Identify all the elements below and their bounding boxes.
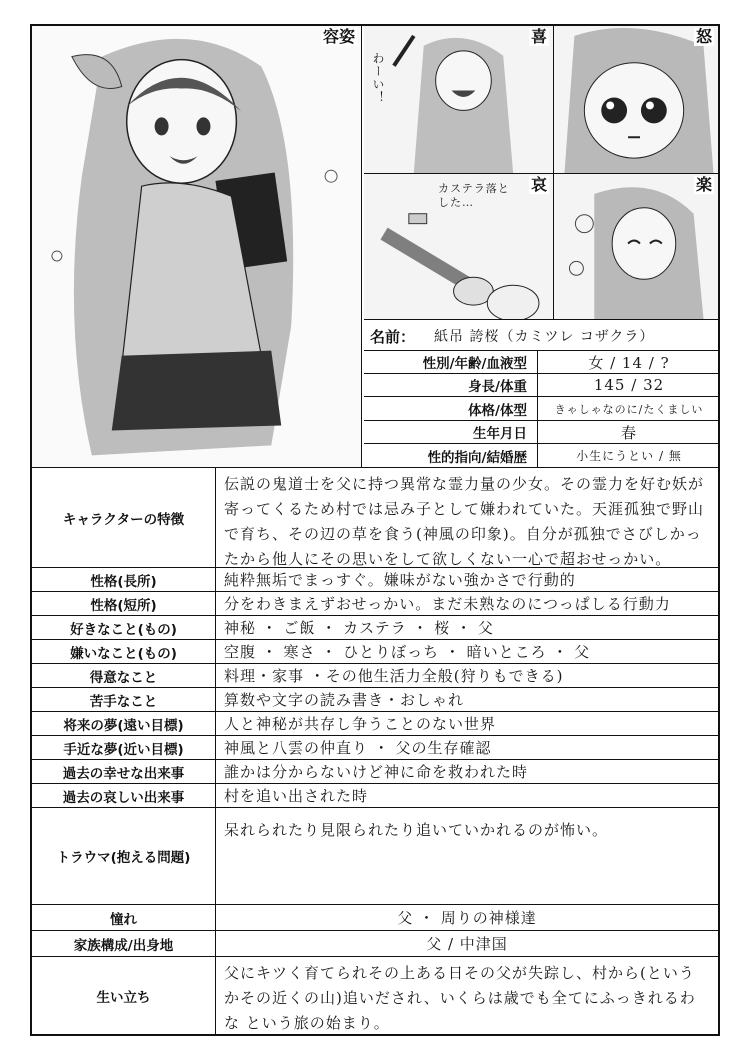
anger-illustration (554, 26, 718, 173)
profile-row-height-weight (364, 373, 718, 396)
table-row (32, 930, 718, 956)
row-label: 性格(長所) (32, 568, 216, 591)
fun-illustration (554, 174, 718, 319)
portrait-label: 容姿 (322, 27, 355, 46)
joy-label: 喜 (530, 27, 547, 46)
row-label: 生い立ち (32, 957, 216, 1034)
anger-label: 怒 (695, 27, 712, 46)
row-value: 呆れられたり見限られたり追いていかれるのが怖い。 (224, 821, 609, 839)
fun-panel (554, 174, 718, 320)
portrait-panel (32, 26, 362, 467)
profile-label: 性別/年齢/血液型 (364, 351, 538, 373)
profile-value: 女 / 14 / ? (588, 353, 670, 372)
sorrow-bubble: カステラ落とした… (438, 182, 510, 209)
row-value: 誰かは分からないけど神に命を救われた時 (224, 763, 529, 781)
table-row (32, 615, 718, 639)
profile-value: 145 / 32 (593, 376, 665, 394)
sorrow-label: 哀 (530, 175, 547, 194)
row-label: 憧れ (32, 905, 216, 930)
name-value: 紙吊 誇桜（カミツレ コザクラ） (434, 329, 655, 345)
table-row (32, 687, 718, 711)
table-row (32, 904, 718, 930)
row-label: 将来の夢(遠い目標) (32, 712, 216, 735)
row-label: 過去の幸せな出来事 (32, 760, 216, 783)
name-label: 名前： (370, 328, 416, 346)
table-row (32, 783, 718, 807)
profile-label: 生年月日 (364, 421, 538, 443)
row-value: 村を追い出された時 (224, 787, 369, 805)
profile-row-birthday (364, 420, 718, 443)
row-label: トラウマ(抱える問題) (32, 808, 216, 904)
row-value: 伝説の鬼道士を父に持つ異常な霊力量の少女。その霊力を好む妖が寄ってくるため村では忌み子として嫌われていた。天涯孤独で野山で育ち、その辺の草を食う(神風の印象)。自分が孤独でさびしかったから他人にその思いをして欲しくない一心で超おせっかい。 (224, 475, 705, 568)
profile-value: 小生にうとい / 無 (576, 449, 682, 463)
table-row (32, 956, 718, 1034)
row-value: 空腹 ・ 寒さ ・ ひとりぼっち ・ 暗いところ ・ 父 (224, 643, 591, 661)
row-value: 分をわきまえずおせっかい。まだ未熟なのにつっぱしる行動力 (224, 595, 671, 613)
joy-bubble: わーい！ (371, 52, 385, 104)
row-value: 父にキツく育てられその上ある日その父が失踪し、村から(というかその近くの山)追いだされ、いくらは歳でも全てにふっきれるわな という旅の始まり。 (224, 964, 696, 1032)
fun-label: 楽 (695, 175, 712, 194)
row-label: 好きなこと(もの) (32, 616, 216, 639)
row-value: 神風と八雲の仲直り ・ 父の生存確認 (224, 739, 492, 757)
row-value: 純粋無垢でまっすぐ。嫌味がない強かさで行動的 (224, 571, 576, 589)
profile-label: 身長/体重 (364, 374, 538, 396)
profile-label: 性的指向/結婚歴 (364, 444, 538, 467)
table-row (32, 807, 718, 904)
row-value: 人と神秘が共存し争うことのない世界 (224, 715, 497, 733)
row-value: 算数や文字の読み書き・おしゃれ (224, 691, 465, 709)
table-row (32, 639, 718, 663)
profile-label: 体格/体型 (364, 397, 538, 420)
profile-value: 春 (620, 423, 637, 442)
table-row (32, 711, 718, 735)
row-value: 料理・家事 ・その他生活力全般(狩りもできる) (224, 667, 564, 685)
anger-panel (554, 26, 718, 174)
profile-value: きゃしゃなのに/たくましい (554, 402, 704, 416)
row-value: 父 ・ 周りの神様達 (397, 909, 537, 927)
table-row (32, 759, 718, 783)
row-label: 家族構成/出身地 (32, 931, 216, 956)
name-row (364, 320, 718, 350)
table-row (32, 663, 718, 687)
profile-row-gender-age-blood (364, 350, 718, 373)
row-label: 得意なこと (32, 664, 216, 687)
row-label: キャラクターの特徴 (32, 468, 216, 567)
row-value: 父 / 中津国 (426, 935, 508, 953)
row-label: 苦手なこと (32, 688, 216, 711)
table-row (32, 735, 718, 759)
row-label: 過去の哀しい出来事 (32, 784, 216, 807)
profile-row-build (364, 396, 718, 420)
table-row (32, 591, 718, 615)
row-label: 性格(短所) (32, 592, 216, 615)
row-label: 手近な夢(近い目標) (32, 736, 216, 759)
sorrow-panel (364, 174, 554, 320)
character-sheet (30, 24, 720, 1036)
table-row (32, 467, 718, 567)
joy-panel (364, 26, 554, 174)
table-row (32, 567, 718, 591)
row-label: 嫌いなこと(もの) (32, 640, 216, 663)
portrait-illustration (32, 26, 361, 467)
joy-illustration (364, 26, 553, 173)
profile-row-orientation (364, 443, 718, 467)
row-value: 神秘 ・ ご飯 ・ カステラ ・ 桜 ・ 父 (224, 619, 494, 637)
